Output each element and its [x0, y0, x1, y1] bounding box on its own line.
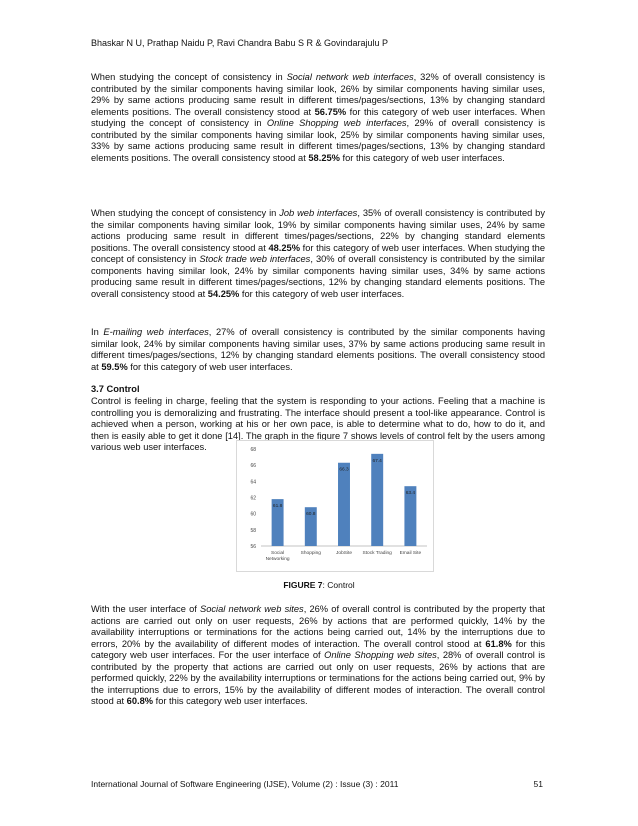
y-tick-label: 60 — [250, 511, 256, 518]
control-chart — [236, 440, 434, 572]
bar-value-label: 60.8 — [306, 512, 316, 518]
y-tick-label: 62 — [250, 495, 256, 502]
paragraph-consistency-email: In E-mailing web interfaces, 27% of overall consistency is contributed by the similar components having similar look, 24% by similar components having similar uses, 37% by same actions producing same result in different times/pages/sections, 12% by changing standard elements positions. The overall consistency stood at 59.5% for this category of web user interfaces. — [91, 327, 546, 372]
x-tick-label: Email Site — [399, 551, 422, 556]
bar-value-label: 66.3 — [339, 467, 349, 473]
y-tick-label: 66 — [250, 463, 256, 470]
paragraph-control-results: With the user interface of Social network web sites, 26% of overall control is contributed by the property that actions are carried out only on user requests, 26% by actions that are performed quickly, 14% by the availability interruptions or terminations for the actions being carried out, 14% by the interruptions due to errors, 20% by the availability of different modes of interaction. The overall control stood at 61.8% for this category web user interfaces. For the user interface of Online Shopping web sites, 28% of overall control is contributed by the property that actions are carried out only on user requests, 26% by actions that are performed quickly, 22% by the availability interruptions or terminations for the actions being carried out, 9% by the interruptions due to errors, 15% by the availability of different modes of interaction. The overall control stood at 60.8% for this category web user interfaces. — [91, 604, 546, 706]
y-tick-label: 58 — [250, 527, 256, 534]
paragraph-consistency-job-stock: When studying the concept of consistency in Job web interfaces, 35% of overall consistency is contributed by the similar components having similar look, 19% by similar components having similar uses, 24% by same actions producing same result in different times/pages/sections, 22% by changing standard elements positions. The overall consistency stood at 48.25% for this category of web user interfaces. When studying the concept of consistency in Stock trade web interfaces, 30% of overall consistency is contributed by the similar components having similar look, 24% by similar components having similar uses, 34% by same actions producing same result in different times/pages/sections, 12% by changing standard elements positions. The overall consistency stood at 54.25% for this category of web user interfaces. — [91, 208, 546, 299]
bar-jobsite — [338, 463, 350, 546]
page-number: 51 — [533, 779, 543, 789]
bar-stock-trading — [371, 454, 383, 546]
bar-value-label: 61.8 — [272, 504, 283, 510]
y-tick-label: 68 — [250, 447, 256, 453]
paragraph-consistency-social-shopping: When studying the concept of consistency in Social network web interfaces, 32% of overall consistency is contributed by the similar components having similar look, 26% by similar components having similar uses, 29% by same actions producing same result in different times/pages/sections, 13% by changing standard elements positions. The overall consistency stood at 56.75% for this category of web user interfaces. When studying the concept of consistency in Online Shopping web interfaces, 29% of overall consistency is contributed by the similar components having similar look, 25% by similar components having similar uses, 33% by same actions producing same result in different times/pages/sections, 13% by changing standard elements positions. The overall consistency stood at 58.25% for this category of web user interfaces. — [91, 72, 545, 163]
paragraph-control-intro: Control is feeling in charge, feeling that the system is responding to your actions. Feeling that a machine is controlling you is demoralizing and frustrating. The interface should present a tool-like appearance. Control is achieved when a person, working at his or her own pace, is able to determine what to do, how to do it, and then is easily able to get it done [14]. The graph in the figure 7 shows levels of control felt by the users among various web user interfaces. — [91, 396, 545, 452]
journal-footer: International Journal of Software Engineering (IJSE), Volume (2) : Issue (3) : 2011 — [91, 779, 399, 789]
x-tick-label: Social — [271, 551, 285, 556]
x-tick-label: Shopping — [300, 551, 321, 556]
x-tick-label: JobSite — [336, 551, 352, 556]
chart-svg — [237, 441, 433, 571]
figure-caption: FIGURE 7: Control — [283, 580, 355, 590]
running-header: Bhaskar N U, Prathap Naidu P, Ravi Chandra Babu S R & Govindarajulu P — [91, 38, 388, 48]
x-tick-label: Stock Trading — [362, 551, 392, 556]
x-tick-label: Networking — [265, 557, 290, 562]
section-heading-control: 3.7 Control — [91, 384, 140, 394]
bar-value-label: 67.4 — [372, 458, 382, 464]
bar-value-label: 63.4 — [405, 491, 416, 497]
y-tick-label: 64 — [250, 479, 256, 486]
y-tick-label: 56 — [250, 544, 256, 550]
